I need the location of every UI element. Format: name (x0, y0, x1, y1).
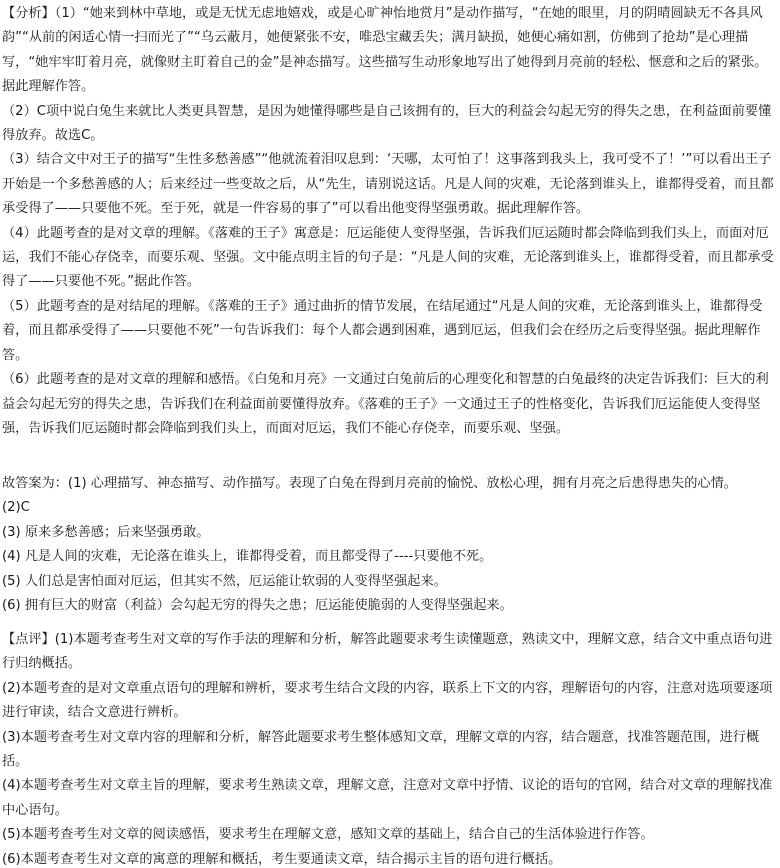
answer-line-5: (5) 人们总是害怕面对厄运，但其实不然，厄运能让软弱的人变得坚强起来。 (2, 573, 447, 589)
review-paragraph-2: (2)本题考查的是对文章重点语句的理解和辨析，要求考生结合文段的内容，联系上下文的内容，理解语句的内容，注意对选项要逐项进行审读，结合文意进行辨析。 (2, 680, 773, 721)
review-paragraph-5: (5)本题考查考生对文章的阅读感悟，要求考生在理解文意，感知文章的基础上，结合自己的生活体验进行作答。 (2, 827, 654, 843)
analysis-section (2, 2, 776, 441)
analysis-paragraph-5: （5）此题考查的是对结尾的理解。《落难的王子》通过曲折的情节发展，在结尾通过“凡是人间的灾难，无论落到谁头上，谁都得受着，而且都承受得了——只要他不死”一句告诉我们：每个人都会遇到困难，遇到厄运，但我们会在经历之后变得坚强。据此理解作答。 (2, 298, 763, 363)
analysis-paragraph-1: 【分析】（1）“她来到林中草地，或是无忧无虑地嬉戏，或是心旷神怡地赏月”是动作描写，“在她的眼里，月的阴晴圆缺无不各具风韵”“从前的闲适心情一扫而光了”“乌云蔽月，她便紧张不安，唯恐宝藏丢失；满月缺损，她便心痛如割，仿佛到了抢劫”是心理描写，“她牢牢盯着月亮，就像财主盯着自己的金”是神态描写。这些描写生动形象地写出了她得到月亮前的轻松、惬意和之后的紧张。据此理解作答。 (2, 6, 768, 95)
review-paragraph-3: (3)本题考查考生对文章内容的理解和分析，解答此题要求考生整体感知文章，理解文章的内容，结合题意，找准答题范围，进行概括。 (2, 729, 760, 770)
analysis-paragraph-3: （3）结合文中对王子的描写“生性多愁善感”“他就流着泪叹息到：‘天哪，太可怕了！这事落到我头上，我可受不了！’”可以看出王子开始是一个多愁善感的人；后来经过一些变故之后，从“先生，请别说这话。凡是人间的灾难，无论落到谁头上，谁都得受着，而且都承受得了——只要他不死。至于死，就是一件容易的事了”可以看出他变得坚强勇敢。据此理解作答。 (2, 152, 774, 217)
answer-line-6: (6) 拥有巨大的财富（利益）会勾起无穷的得失之患；厄运能使脆弱的人变得坚强起来。 (2, 598, 513, 614)
answer-line-3: (3) 原来多愁善感；后来坚强勇敢。 (2, 524, 210, 540)
answer-section (2, 472, 776, 618)
answer-line-2: (2)C (2, 500, 30, 516)
analysis-paragraph-4: （4）此题考查的是对文章的理解。《落难的王子》寓意是：厄运能使人变得坚强，告诉我们厄运随时都会降临到我们头上，而面对厄运，我们不能心存侥幸，而要乐观、坚强。文中能点明主旨的句子是：“凡是人间的灾难，无论落到谁头上，谁都得受着，而且都承受得了——只要他不死。”据此作答。 (2, 225, 774, 290)
answer-line-4: (4) 凡是人间的灾难，无论落在谁头上，谁都得受着，而且都受得了----只要他不死。 (2, 549, 493, 565)
review-paragraph-4: (4)本题考查考生对文章主旨的理解，要求考生熟读文章，理解文意，注意对文章中抒情、议论的语句的官网，结合对文章的理解找准中心语句。 (2, 778, 773, 818)
analysis-paragraph-6: （6）此题考查的是对文章的理解和感悟。《白兔和月亮》一文通过白兔前后的心理变化和智慧的白兔最终的决定告诉我们：巨大的利益会勾起无穷的得失之患，告诉我们在利益面前要懂得放弃。《落难的王子》一文通过王子的性格变化，告诉我们厄运能使人变得坚强，告诉我们厄运随时都会降临到我们头上，而面对厄运，我们不能心存侥幸，而要乐观、坚强。 (2, 372, 769, 436)
review-section (2, 628, 776, 868)
answer-line-1: 故答案为：(1) 心理描写、神态描写、动作描写。表现了白兔在得到月亮前的愉悦、放松心理，拥有月亮之后患得患失的心情。 (2, 476, 737, 491)
review-paragraph-1: 【点评】(1)本题考查考生对文章的写作手法的理解和分析，解答此题要求考生读懂题意，熟读文中，理解文意，结合文中重点语句进行归纳概括。 (2, 632, 773, 672)
review-paragraph-6: (6)本题考查考生对文章的寓意的理解和概括，考生要通读文章，结合揭示主旨的语句进行概括。 (2, 851, 562, 867)
analysis-paragraph-2: （2）C项中说白兔生来就比人类更具智慧，是因为她懂得哪些是自己该拥有的，巨大的利益会勾起无穷的得失之患，在利益面前要懂得放弃。故选C。 (2, 103, 772, 144)
